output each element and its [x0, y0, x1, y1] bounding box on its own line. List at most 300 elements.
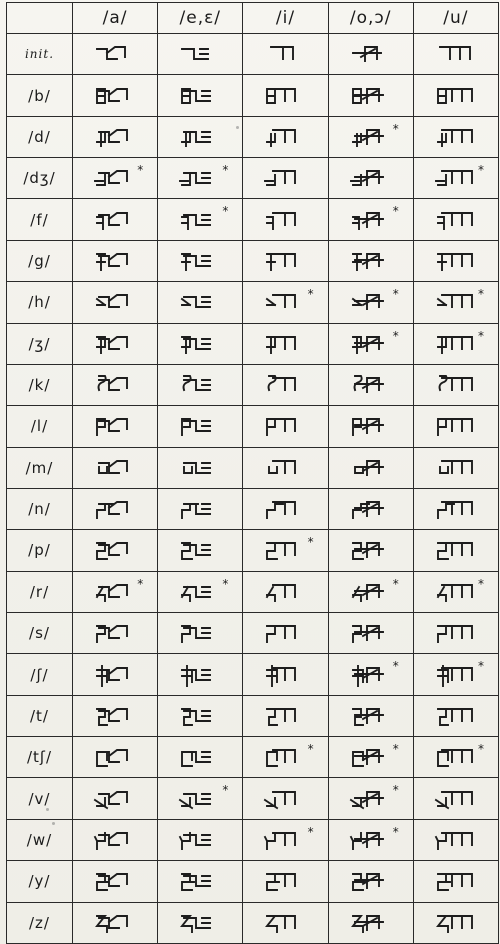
glyph-cell-i	[243, 282, 328, 323]
glyph-cell-e	[158, 199, 243, 240]
syllable-glyph-icon	[91, 616, 139, 650]
glyph-path	[97, 709, 127, 725]
glyph-path	[97, 254, 127, 270]
glyph-path	[95, 792, 127, 808]
syllable-row	[7, 695, 499, 736]
syllable-glyph-icon	[432, 533, 480, 567]
glyph-path	[97, 626, 127, 642]
syllable-glyph-icon	[91, 161, 139, 195]
glyph-path	[97, 89, 127, 103]
glyph-cell-o	[328, 34, 413, 75]
syllable-glyph-icon	[176, 906, 224, 940]
glyph-path	[182, 337, 210, 353]
glyph-path	[182, 666, 210, 686]
glyph-cell-u	[413, 902, 498, 943]
glyph-path	[438, 502, 472, 518]
syllable-glyph-icon	[91, 575, 139, 609]
asterisk-mark: *	[392, 121, 399, 136]
asterisk-mark: *	[137, 163, 144, 178]
syllable-row	[7, 488, 499, 529]
glyph-cell-u	[413, 571, 498, 612]
glyph-cell-o	[328, 240, 413, 281]
glyph-cell-i	[243, 158, 328, 199]
glyph-cell-a	[73, 530, 158, 571]
syllable-glyph-icon	[347, 740, 395, 774]
glyph-path	[265, 792, 295, 808]
syllable-glyph-icon	[261, 782, 309, 816]
syllable-glyph-icon	[91, 740, 139, 774]
syllable-glyph-icon	[347, 533, 395, 567]
syllable-glyph-icon	[91, 37, 139, 71]
glyph-path	[440, 47, 470, 59]
asterisk-mark: *	[222, 204, 229, 219]
glyph-cell-i	[243, 778, 328, 819]
syllable-row	[7, 861, 499, 902]
syllable-glyph-icon	[261, 864, 309, 898]
glyph-cell-i	[243, 695, 328, 736]
glyph-path	[267, 585, 295, 601]
syllable-row	[7, 323, 499, 364]
row-label: /ʒ/	[7, 323, 73, 364]
glyph-path	[271, 47, 293, 59]
vowel-header-a: /a/	[73, 3, 158, 34]
asterisk-mark: *	[222, 783, 229, 798]
glyph-cell-a	[73, 902, 158, 943]
syllable-glyph-icon	[347, 699, 395, 733]
glyph-path	[97, 130, 127, 146]
glyph-path	[184, 463, 210, 473]
syllable-row	[7, 613, 499, 654]
glyph-path	[353, 130, 383, 146]
glyph-cell-e	[158, 447, 243, 488]
syllable-glyph-icon	[176, 740, 224, 774]
syllable-glyph-icon	[261, 244, 309, 278]
syllable-row	[7, 282, 499, 323]
glyph-cell-i	[243, 530, 328, 571]
syllable-glyph-icon	[347, 37, 395, 71]
glyph-cell-i	[243, 861, 328, 902]
glyph-path	[351, 171, 383, 185]
syllable-glyph-icon	[176, 864, 224, 898]
syllable-glyph-icon	[261, 823, 309, 857]
syllable-row	[7, 199, 499, 240]
glyph-path	[353, 89, 383, 103]
syllable-glyph-icon	[432, 203, 480, 237]
glyph-path	[182, 874, 210, 890]
glyph-cell-i	[243, 364, 328, 405]
syllable-glyph-icon	[261, 533, 309, 567]
syllable-glyph-icon	[261, 285, 309, 319]
glyph-cell-e	[158, 571, 243, 612]
glyph-path	[269, 461, 295, 473]
row-label: /n/	[7, 488, 73, 529]
glyph-path	[267, 89, 295, 103]
glyph-path	[351, 833, 383, 849]
glyph-path	[184, 376, 211, 390]
glyph-cell-e	[158, 488, 243, 529]
glyph-cell-u	[413, 447, 498, 488]
row-label: /s/	[7, 613, 73, 654]
glyph-cell-a	[73, 282, 158, 323]
glyph-cell-u	[413, 737, 498, 778]
glyph-cell-a	[73, 778, 158, 819]
glyph-cell-e	[158, 158, 243, 199]
syllable-glyph-icon	[432, 782, 480, 816]
glyph-cell-o	[328, 778, 413, 819]
syllable-glyph-icon	[91, 533, 139, 567]
glyph-path	[182, 49, 208, 59]
glyph-cell-e	[158, 819, 243, 860]
glyph-path	[353, 585, 383, 601]
glyph-cell-o	[328, 199, 413, 240]
syllable-glyph-icon	[176, 120, 224, 154]
glyph-path	[267, 213, 295, 229]
syllable-row	[7, 75, 499, 116]
row-label: /r/	[7, 571, 73, 612]
syllable-glyph-icon	[432, 575, 480, 609]
glyph-cell-u	[413, 34, 498, 75]
asterisk-mark: *	[477, 287, 484, 302]
glyph-path	[182, 709, 210, 725]
glyph-path	[438, 585, 472, 601]
syllable-glyph-icon	[91, 906, 139, 940]
row-label: /p/	[7, 530, 73, 571]
syllable-glyph-icon	[261, 740, 309, 774]
glyph-path	[97, 666, 127, 686]
syllable-glyph-icon	[176, 823, 224, 857]
syllable-glyph-icon	[91, 285, 139, 319]
glyph-cell-i	[243, 819, 328, 860]
glyph-path	[439, 376, 472, 390]
glyph-path	[95, 171, 127, 185]
row-label: /l/	[7, 406, 73, 447]
syllable-row	[7, 406, 499, 447]
syllable-glyph-icon	[432, 492, 480, 526]
row-label: /g/	[7, 240, 73, 281]
glyph-path	[182, 752, 210, 766]
row-label: /m/	[7, 447, 73, 488]
glyph-cell-e	[158, 240, 243, 281]
asterisk-mark: *	[392, 204, 399, 219]
syllable-glyph-icon	[432, 37, 480, 71]
glyph-path	[438, 916, 472, 932]
asterisk-mark: *	[477, 742, 484, 757]
glyph-cell-e	[158, 75, 243, 116]
syllable-glyph-icon	[176, 575, 224, 609]
glyph-cell-a	[73, 861, 158, 902]
syllable-row	[7, 737, 499, 778]
glyph-path	[353, 295, 383, 309]
glyph-cell-a	[73, 199, 158, 240]
glyph-cell-o	[328, 654, 413, 695]
syllable-glyph-icon	[261, 409, 309, 443]
syllable-glyph-icon	[261, 203, 309, 237]
glyph-path	[438, 419, 472, 435]
glyph-cell-e	[158, 530, 243, 571]
syllable-glyph-icon	[176, 244, 224, 278]
glyph-cell-e	[158, 902, 243, 943]
glyph-cell-u	[413, 654, 498, 695]
asterisk-mark: *	[477, 576, 484, 591]
syllabary-body	[7, 34, 499, 944]
syllable-glyph-icon	[347, 327, 395, 361]
glyph-path	[97, 585, 127, 601]
glyph-path	[438, 709, 472, 725]
syllable-glyph-icon	[176, 451, 224, 485]
asterisk-mark: *	[392, 742, 399, 757]
glyph-cell-e	[158, 282, 243, 323]
glyph-cell-u	[413, 116, 498, 157]
glyph-cell-u	[413, 158, 498, 199]
glyph-cell-i	[243, 75, 328, 116]
syllable-row	[7, 364, 499, 405]
syllable-row	[7, 158, 499, 199]
glyph-cell-i	[243, 654, 328, 695]
syllable-glyph-icon	[432, 327, 480, 361]
glyph-cell-a	[73, 406, 158, 447]
glyph-cell-i	[243, 737, 328, 778]
glyph-cell-o	[328, 488, 413, 529]
syllable-row	[7, 571, 499, 612]
glyph-cell-a	[73, 323, 158, 364]
glyph-cell-o	[328, 406, 413, 447]
glyph-cell-e	[158, 695, 243, 736]
glyph-cell-u	[413, 695, 498, 736]
syllable-glyph-icon	[432, 658, 480, 692]
syllable-glyph-icon	[176, 658, 224, 692]
syllable-glyph-icon	[347, 782, 395, 816]
glyph-path	[99, 461, 127, 473]
glyph-cell-e	[158, 861, 243, 902]
asterisk-mark: *	[222, 576, 229, 591]
glyph-cell-i	[243, 323, 328, 364]
row-label: /dʒ/	[7, 158, 73, 199]
glyph-cell-a	[73, 116, 158, 157]
syllable-glyph-icon	[176, 492, 224, 526]
syllable-glyph-icon	[261, 120, 309, 154]
syllable-glyph-icon	[176, 616, 224, 650]
syllable-row	[7, 240, 499, 281]
syllable-glyph-icon	[432, 244, 480, 278]
glyph-path	[267, 502, 295, 518]
glyph-cell-u	[413, 75, 498, 116]
glyph-path	[182, 543, 210, 559]
vowel-header-o: /o,ɔ/	[328, 3, 413, 34]
glyph-cell-u	[413, 613, 498, 654]
syllable-glyph-icon	[176, 37, 224, 71]
syllable-glyph-icon	[347, 409, 395, 443]
glyph-cell-e	[158, 364, 243, 405]
row-label: /y/	[7, 861, 73, 902]
glyph-cell-i	[243, 613, 328, 654]
glyph-path	[180, 833, 210, 849]
syllable-glyph-icon	[176, 161, 224, 195]
glyph-path	[438, 295, 472, 307]
syllable-row	[7, 447, 499, 488]
syllable-glyph-icon	[91, 409, 139, 443]
glyph-cell-u	[413, 240, 498, 281]
glyph-cell-i	[243, 199, 328, 240]
glyph-cell-a	[73, 654, 158, 695]
glyph-path	[97, 419, 127, 435]
row-label: /k/	[7, 364, 73, 405]
glyph-cell-o	[328, 861, 413, 902]
glyph-path	[353, 626, 383, 642]
syllable-glyph-icon	[176, 79, 224, 113]
glyph-path	[353, 750, 383, 766]
glyph-cell-i	[243, 406, 328, 447]
glyph-cell-i	[243, 240, 328, 281]
syllable-glyph-icon	[261, 451, 309, 485]
glyph-cell-a	[73, 364, 158, 405]
syllable-glyph-icon	[261, 368, 309, 402]
glyph-path	[182, 215, 210, 229]
syllable-glyph-icon	[432, 823, 480, 857]
glyph-path	[438, 254, 472, 270]
glyph-path	[353, 502, 383, 518]
syllable-glyph-icon	[347, 616, 395, 650]
asterisk-mark: *	[307, 742, 314, 757]
glyph-cell-e	[158, 737, 243, 778]
syllable-glyph-icon	[176, 699, 224, 733]
glyph-cell-o	[328, 902, 413, 943]
glyph-path	[353, 916, 383, 932]
syllable-glyph-icon	[347, 658, 395, 692]
vowel-header-i: /i/	[243, 3, 328, 34]
glyph-path	[182, 916, 210, 932]
row-label: /d/	[7, 116, 73, 157]
glyph-path	[182, 419, 210, 435]
glyph-path	[267, 750, 295, 766]
glyph-cell-o	[328, 158, 413, 199]
syllable-glyph-icon	[261, 616, 309, 650]
syllable-glyph-icon	[347, 203, 395, 237]
syllable-glyph-icon	[432, 906, 480, 940]
row-label: /w/	[7, 819, 73, 860]
vowel-header-e: /e,ε/	[158, 3, 243, 34]
glyph-cell-e	[158, 778, 243, 819]
syllable-glyph-icon	[432, 616, 480, 650]
syllable-glyph-icon	[261, 492, 309, 526]
glyph-cell-u	[413, 364, 498, 405]
glyph-path	[353, 213, 383, 229]
glyph-path	[97, 502, 127, 518]
glyph-cell-u	[413, 488, 498, 529]
syllable-glyph-icon	[347, 451, 395, 485]
glyph-cell-a	[73, 158, 158, 199]
glyph-cell-o	[328, 75, 413, 116]
glyph-path	[182, 89, 210, 103]
glyph-cell-i	[243, 34, 328, 75]
glyph-path	[97, 47, 125, 59]
glyph-path	[438, 89, 472, 103]
syllable-glyph-icon	[347, 823, 395, 857]
glyph-path	[97, 750, 127, 766]
syllable-glyph-icon	[432, 740, 480, 774]
glyph-cell-u	[413, 530, 498, 571]
glyph-cell-e	[158, 613, 243, 654]
glyph-cell-a	[73, 737, 158, 778]
glyph-path	[438, 543, 472, 559]
glyph-cell-u	[413, 323, 498, 364]
row-label: /v/	[7, 778, 73, 819]
syllable-glyph-icon	[432, 285, 480, 319]
glyph-cell-a	[73, 34, 158, 75]
paper-speck	[236, 126, 239, 129]
glyph-path	[436, 833, 472, 849]
syllable-glyph-icon	[91, 368, 139, 402]
glyph-path	[265, 171, 295, 185]
glyph-cell-i	[243, 488, 328, 529]
asterisk-mark: *	[392, 576, 399, 591]
asterisk-mark: *	[222, 163, 229, 178]
glyph-cell-u	[413, 406, 498, 447]
glyph-path	[353, 543, 383, 559]
syllable-glyph-icon	[261, 327, 309, 361]
glyph-cell-o	[328, 447, 413, 488]
syllable-glyph-icon	[432, 864, 480, 898]
paper-speck	[52, 822, 55, 825]
asterisk-mark: *	[307, 535, 314, 550]
asterisk-mark: *	[392, 659, 399, 674]
syllable-glyph-icon	[261, 699, 309, 733]
glyph-cell-u	[413, 861, 498, 902]
syllable-glyph-icon	[91, 451, 139, 485]
syllable-glyph-icon	[347, 864, 395, 898]
glyph-path	[353, 666, 383, 686]
glyph-path	[267, 295, 295, 307]
glyph-cell-i	[243, 447, 328, 488]
glyph-path	[267, 419, 295, 435]
glyph-path	[182, 504, 210, 518]
glyph-path	[353, 709, 383, 725]
glyph-path	[438, 750, 472, 766]
asterisk-mark: *	[307, 824, 314, 839]
glyph-path	[438, 337, 472, 353]
glyph-path	[440, 461, 472, 473]
glyph-path	[97, 295, 127, 307]
syllable-glyph-icon	[347, 575, 395, 609]
glyph-path	[269, 376, 296, 390]
glyph-path	[351, 792, 383, 808]
glyph-cell-i	[243, 116, 328, 157]
syllable-glyph-icon	[176, 368, 224, 402]
glyph-cell-u	[413, 819, 498, 860]
row-label: /t/	[7, 695, 73, 736]
glyph-cell-e	[158, 34, 243, 75]
glyph-path	[97, 213, 127, 229]
glyph-path	[182, 297, 210, 307]
syllable-row	[7, 116, 499, 157]
syllable-row	[7, 530, 499, 571]
syllabary-table	[6, 2, 499, 944]
glyph-path	[267, 130, 295, 146]
glyph-cell-o	[328, 571, 413, 612]
glyph-cell-a	[73, 695, 158, 736]
syllable-glyph-icon	[91, 782, 139, 816]
syllable-glyph-icon	[432, 79, 480, 113]
glyph-path	[97, 916, 127, 932]
syllable-glyph-icon	[91, 203, 139, 237]
syllable-glyph-icon	[347, 906, 395, 940]
syllable-row	[7, 34, 499, 75]
asterisk-mark: *	[137, 576, 144, 591]
glyph-cell-u	[413, 199, 498, 240]
corner-header	[7, 3, 73, 34]
glyph-path	[180, 794, 210, 808]
row-label: /ʃ/	[7, 654, 73, 695]
syllable-row	[7, 819, 499, 860]
